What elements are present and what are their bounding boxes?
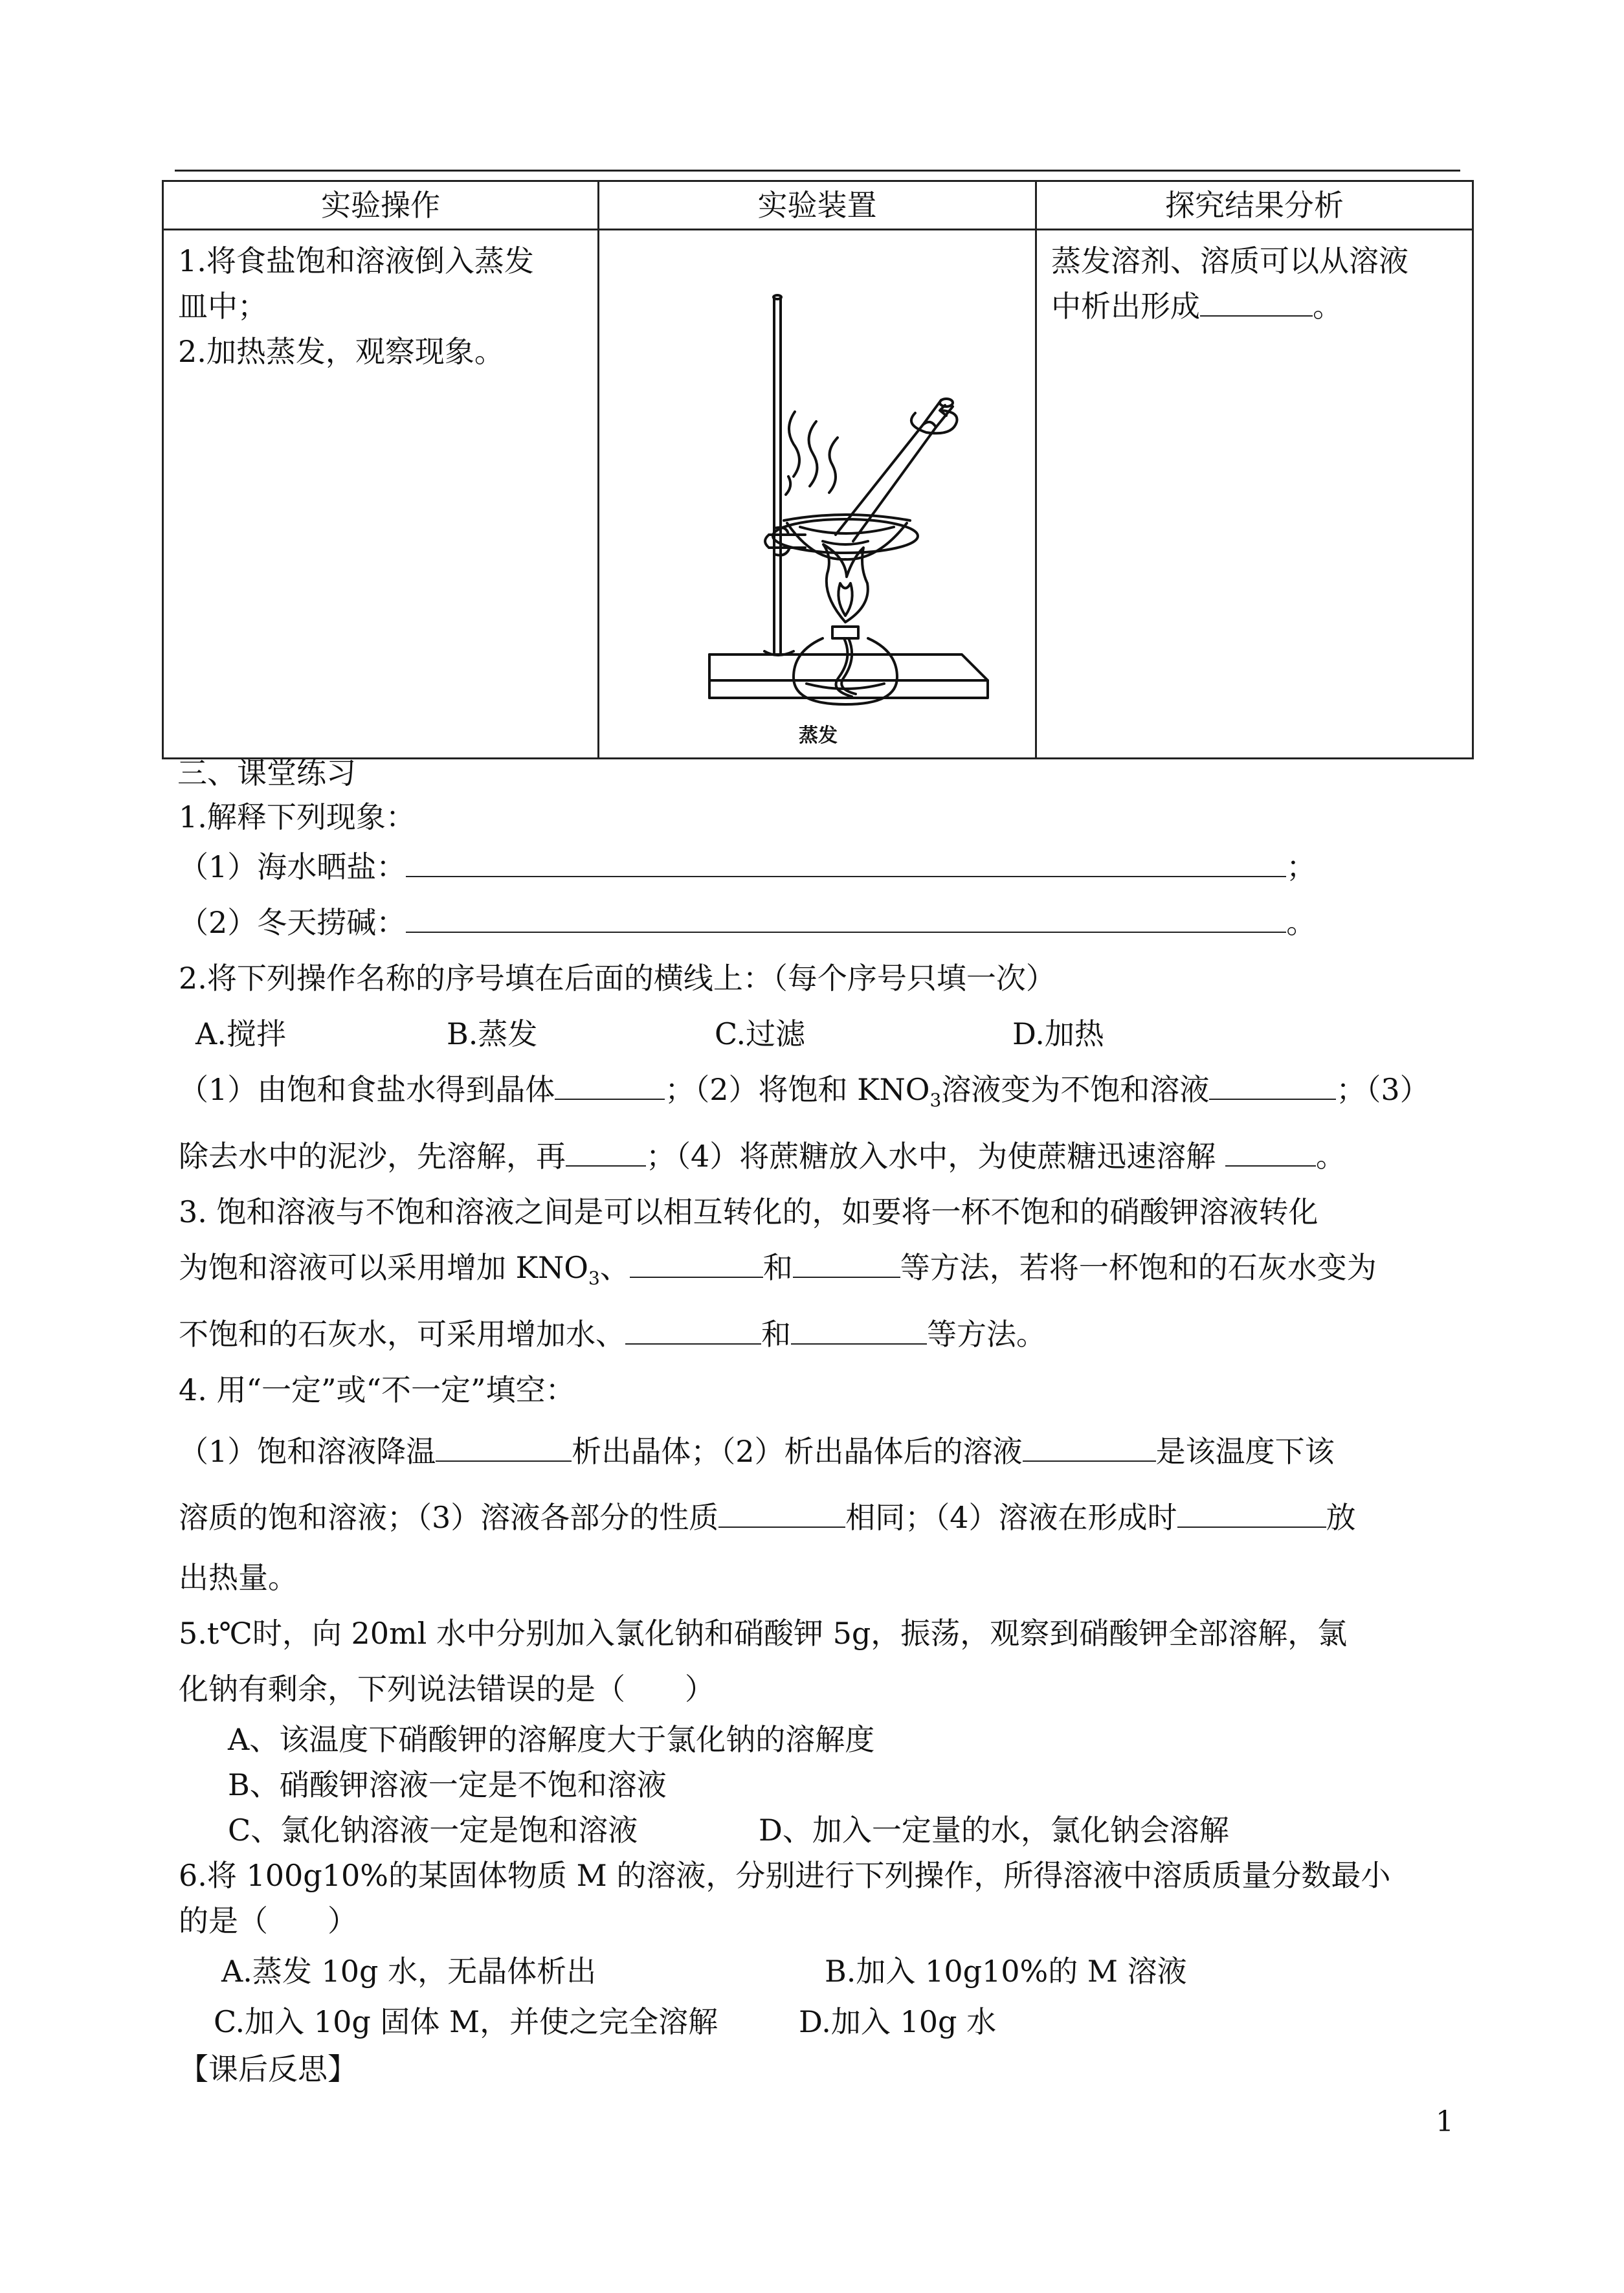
q3-line3 (179, 1306, 1467, 1362)
q5-option-c: C、氯化钠溶液一定是饱和溶液 (228, 1813, 638, 1848)
header-analysis: 探究结果分析 (1036, 181, 1473, 230)
q3-text: 等方法，若将一杯饱和的石灰水变为 (900, 1250, 1377, 1286)
analysis-text: 。 (1313, 289, 1342, 324)
header-apparatus: 实验装置 (599, 181, 1036, 230)
q4-text: 相同；（4）溶液在形成时 (845, 1500, 1177, 1536)
q1-b-label: （2）冬天捞碱： (179, 905, 406, 940)
q3-text: 和 (761, 1317, 791, 1352)
section-title: 三、课堂练习 (177, 755, 356, 790)
q4-line2 (179, 1485, 1467, 1550)
q4-text: 溶质的饱和溶液；（3）溶液各部分的性质 (179, 1500, 719, 1536)
analysis-cell (1036, 230, 1473, 759)
answer-blank (436, 1432, 572, 1462)
q5-option-b: B、硝酸钾溶液一定是不饱和溶液 (228, 1767, 667, 1803)
operation-line: 2.加热蒸发，观察现象。 (178, 334, 504, 369)
q1-stem: 1.解释下列现象： (179, 800, 416, 834)
q6-option-a: A.蒸发 10g 水，无晶体析出 (221, 1954, 597, 1989)
answer-blank (406, 903, 1286, 933)
subscript: 3 (588, 1268, 600, 1290)
q2-line2 (179, 1128, 1467, 1184)
q5-options-cd (179, 1807, 1467, 1853)
answer-blank (630, 1248, 763, 1278)
q3-text: 不饱和的石灰水，可采用增加水、 (179, 1317, 625, 1352)
answer-blank (555, 1070, 665, 1100)
q4-stem: 4. 用“一定”或“不一定”填空： (179, 1372, 575, 1408)
operation-cell (163, 230, 599, 759)
q1-b-end: 。 (1286, 905, 1317, 940)
q4-text: 是该温度下该 (1155, 1434, 1335, 1470)
q5-option-a: A、该温度下硝酸钾的溶解度大于氯化钠的溶解度 (228, 1722, 875, 1758)
page-number: 1 (1436, 2105, 1454, 2138)
q6-option-b: B.加入 10g10%的 M 溶液 (825, 1954, 1187, 1989)
operation-line: 1.将食盐饱和溶液倒入蒸发 (178, 243, 534, 278)
q2-text: ；（4）将蔗糖放入水中，为使蔗糖迅速溶解 (646, 1139, 1225, 1174)
analysis-line (1051, 284, 1458, 329)
q2-options (179, 1006, 1467, 1062)
q2-option-a: A.搅拌 (195, 1016, 286, 1051)
answer-blank (566, 1137, 646, 1167)
experiment-table (162, 180, 1474, 759)
q3-text: 为饱和溶液可以采用增加 KNO (179, 1250, 588, 1286)
q1-a (179, 839, 1467, 895)
answer-blank (1177, 1498, 1326, 1528)
q2-option-c: C.过滤 (715, 1016, 806, 1051)
q3-text: 等方法。 (927, 1317, 1046, 1352)
q3-line2 (179, 1240, 1467, 1306)
exercise-body (179, 751, 1467, 2094)
answer-blank (1225, 1137, 1316, 1167)
evaporation-apparatus-illustration (599, 230, 1037, 757)
q4-line1 (179, 1418, 1467, 1485)
q2-text: ；（3） (1336, 1072, 1430, 1107)
answer-blank (718, 1498, 845, 1528)
header-rule (175, 170, 1460, 172)
q2-text: （1）由饱和食盐水得到晶体 (179, 1072, 555, 1107)
q6-options-ab (179, 1943, 1467, 1999)
q6-line1: 6.将 100g10%的某固体物质 M 的溶液，分别进行下列操作，所得溶液中溶质质量分数最小 (179, 1858, 1391, 1894)
q1-b (179, 895, 1467, 950)
q4-text: 析出晶体；（2）析出晶体后的溶液 (572, 1434, 1023, 1470)
analysis-text: 中析出形成 (1051, 289, 1200, 324)
q2-text: 。 (1315, 1139, 1346, 1174)
answer-blank (791, 1315, 927, 1345)
q2-option-b: B.蒸发 (447, 1016, 538, 1051)
q5-option-d: D、加入一定量的水，氯化钠会溶解 (759, 1813, 1229, 1848)
answer-blank (1209, 1070, 1336, 1100)
q4-text: （1）饱和溶液降温 (179, 1434, 436, 1470)
answer-blank (793, 1248, 900, 1278)
q2-line1 (179, 1062, 1467, 1128)
answer-blank (406, 847, 1286, 877)
header-operation: 实验操作 (163, 181, 599, 230)
q4-text: 放 (1326, 1500, 1356, 1536)
q2-stem: 2.将下列操作名称的序号填在后面的横线上：（每个序号只填一次） (179, 961, 1056, 996)
q5-line1: 5.t℃时，向 20ml 水中分别加入氯化钠和硝酸钾 5g，振荡，观察到硝酸钾全部溶解，氯 (179, 1616, 1348, 1651)
answer-blank (625, 1315, 761, 1345)
q3-text: 、 (599, 1250, 630, 1286)
q6-options-cd (179, 1999, 1467, 2044)
apparatus-cell (599, 230, 1036, 759)
figure-caption: 蒸发 (799, 724, 838, 747)
table-header-row (163, 181, 1473, 230)
answer-blank (1200, 287, 1313, 317)
q1-a-label: （1）海水晒盐： (179, 849, 406, 884)
q3-text: 和 (762, 1250, 793, 1286)
q6-line2: 的是（ ） (179, 1903, 357, 1939)
table-row (163, 230, 1473, 759)
reflection-heading: 【课后反思】 (179, 2052, 357, 2087)
q2-text: ；（2）将饱和 KNO (665, 1072, 930, 1107)
q3-line1: 3. 饱和溶液与不饱和溶液之间是可以相互转化的，如要将一杯不饱和的硝酸钾溶液转化 (179, 1194, 1318, 1230)
q2-text: 除去水中的泥沙，先溶解，再 (179, 1139, 566, 1174)
q2-option-d: D.加热 (1012, 1016, 1104, 1051)
operation-line: 皿中； (178, 289, 267, 324)
q1-a-end: ； (1286, 849, 1317, 884)
q5-line2: 化钠有剩余，下列说法错误的是（ ） (179, 1672, 715, 1707)
analysis-line: 蒸发溶剂、溶质可以从溶液 (1051, 243, 1408, 278)
q4-line3: 出热量。 (179, 1560, 298, 1596)
q6-option-c: C.加入 10g 固体 M，并使之完全溶解 (214, 2004, 718, 2040)
answer-blank (1023, 1432, 1156, 1462)
subscript: 3 (929, 1090, 942, 1112)
q2-text: 溶液变为不饱和溶液 (941, 1072, 1210, 1107)
q6-option-d: D.加入 10g 水 (799, 2004, 997, 2040)
